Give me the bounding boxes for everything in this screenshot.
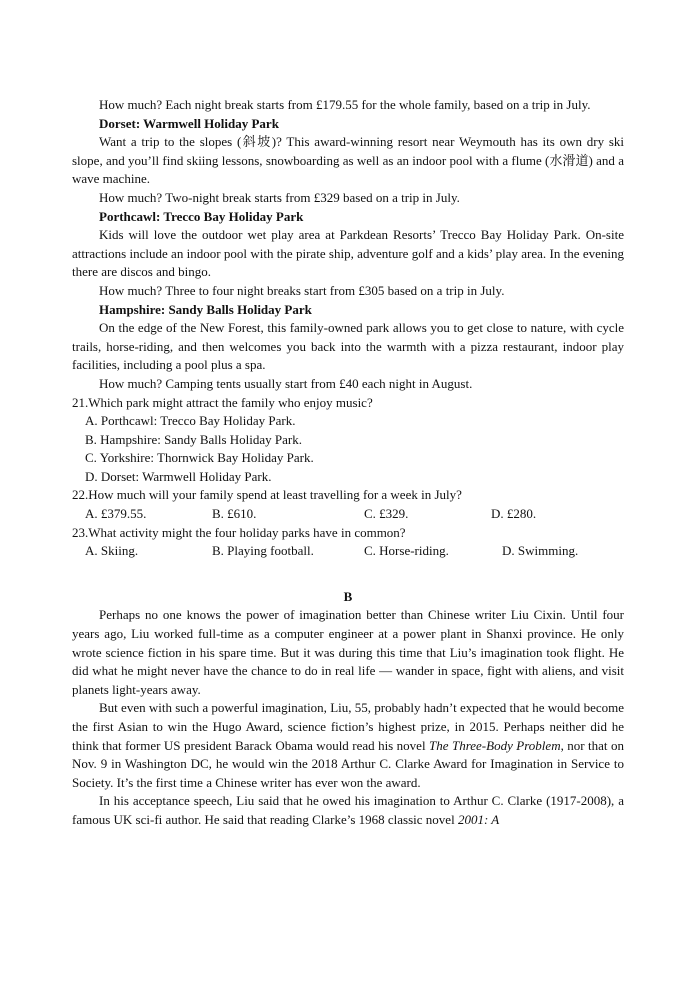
passage-b-paragraph-2 [72,699,624,792]
passage-b-paragraph-1: Perhaps no one knows the power of imagination better than Chinese writer Liu Cixin. Until four years ago, Liu worked full-time as a computer engineer at a power plant in Shanxi province. He only wrote science fiction in his spare time. But it was during this time that Liu’s imagination took flight. He did what he might never have the chance to do in real life — wander in space, fight with aliens, and visit planets light-years away. [72,607,624,697]
question-21: 21.Which park might attract the family who enjoy music? [72,394,373,410]
dorset-price: How much? Two-night break starts from £329 based on a trip in July. [99,189,460,205]
q22-options [72,505,624,524]
q21-option-d: D. Dorset: Warmwell Holiday Park. [85,468,272,484]
prev-park-price: How much? Each night break starts from £179.55 for the whole family, based on a trip in July. [99,97,591,112]
q22-option-b: B. £610. [212,506,257,522]
p3-text-start: In his acceptance speech, Liu said that he owed his imagination to Arthur C. Clarke (1917-2008), a famous UK sci-fi author. He said that reading Clarke’s 1968 classic novel [72,793,624,827]
section-b-label: B [343,588,353,604]
q21-option-c: C. Yorkshire: Thornwick Bay Holiday Park. [85,450,314,466]
q23-option-a: A. Skiing. [85,543,139,559]
q22-option-a: A. £379.55. [85,506,147,522]
hampshire-heading: Hampshire: Sandy Balls Holiday Park [99,301,312,317]
q22-option-d: D. £280. [491,506,537,522]
question-23: 23.What activity might the four holiday parks have in common? [72,524,406,540]
q21-option-a: A. Porthcawl: Trecco Bay Holiday Park. [85,413,296,429]
dorset-heading: Dorset: Warmwell Holiday Park [99,115,279,131]
question-22: 22.How much will your family spend at least travelling for a week in July? [72,487,462,503]
hampshire-price: How much? Camping tents usually start from £40 each night in August. [99,375,473,391]
q21-option-b: B. Hampshire: Sandy Balls Holiday Park. [85,431,303,447]
porthcawl-price: How much? Three to four night breaks start from £305 based on a trip in July. [99,282,505,298]
q23-options [72,542,624,561]
passage-b-paragraph-3 [72,792,624,829]
p2-text-end: , nor that on Nov. 9 in Washington DC, he would win the 2018 Arthur C. Clarke Award for Imagination in Service to Society. It’s the first time a Chinese writer has ever won the award. [72,737,624,790]
q22-option-c: C. £329. [364,506,409,522]
hampshire-text: On the edge of the New Forest, this family-owned park allows you to get close to nature, with cycle trails, horse-riding, and then welcomes you back into the warmth with a pizza restaurant, indoor play facilities, including a pool plus a spa. [72,320,624,373]
q23-option-c: C. Horse-riding. [364,543,449,559]
dorset-text: Want a trip to the slopes (斜坡)? This award-winning resort near Weymouth has its own dry ski slope, and you’ll find skiing lessons, snowboarding as well as an indoor pool with a flume (水滑道) and a wave machine. [72,134,624,187]
novel-title: The Three-Body Problem [429,737,561,753]
p2-text-start: But even with such a powerful imagination, Liu, 55, probably hadn’t expected that he would become the first Asian to win the Hugo Award, science fiction’s highest prize, in 2015. Perhaps neither did he think that former US president Barack Obama would read his novel [72,700,624,753]
porthcawl-text: Kids will love the outdoor wet play area at Parkdean Resorts’ Trecco Bay Holiday Park. On-site attractions include an indoor pool with the pirate ship, adventure golf and a kids’ play area. In the evening there are discos and bingo. [72,227,624,280]
novel-title-2001: 2001: A [457,811,500,827]
document-page [72,96,624,830]
q23-option-d: D. Swimming. [502,543,579,559]
q23-option-b: B. Playing football. [212,543,314,559]
porthcawl-heading: Porthcawl: Trecco Bay Holiday Park [99,208,304,224]
